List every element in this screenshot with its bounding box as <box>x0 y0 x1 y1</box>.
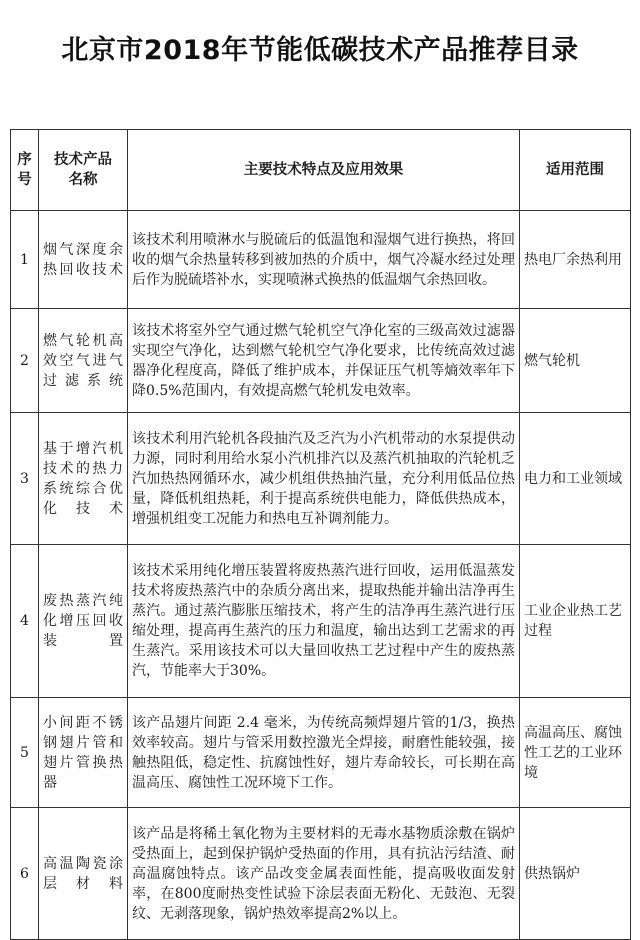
table-row <box>11 309 631 413</box>
row-number: 6 <box>11 808 39 940</box>
product-scope: 供热锅炉 <box>520 808 631 940</box>
row-number: 1 <box>11 211 39 309</box>
table-row <box>11 413 631 545</box>
row-number: 3 <box>11 413 39 545</box>
row-number: 4 <box>11 545 39 698</box>
product-name: 小间距不锈钢翅片管和翅片管换热器 <box>39 698 128 808</box>
product-table <box>10 129 631 940</box>
product-features: 该技术将室外空气通过燃气轮机空气净化室的三级高效过滤器实现空气净化，达到燃气轮机空气净化要求，比传统高效过滤器净化程度高，降低了维护成本，并保证压气机等熵效率年下降0.5%范围内，有效提高燃气轮机发电效率。 <box>128 309 520 413</box>
product-scope: 工业企业热工艺过程 <box>520 545 631 698</box>
product-name: 燃气轮机高效空气进气过滤系统 <box>39 309 128 413</box>
table-row <box>11 545 631 698</box>
product-name: 高温陶瓷涂层材料 <box>39 808 128 940</box>
product-features: 该产品是将稀土氧化物为主要材料的无毒水基物质涂敷在锅炉受热面上，起到保护锅炉受热面的作用，具有抗沾污结渣、耐高温腐蚀特点。该产品改变金属表面性能，提高吸收面发射率，在800度耐热变性试验下涂层表面无粉化、无鼓泡、无裂纹、无剥落现象，锅炉热效率提高2%以上。 <box>128 808 520 940</box>
product-name: 基于增汽机技术的热力系统综合优化技术 <box>39 413 128 545</box>
header-no-line1: 序 <box>17 151 32 168</box>
product-features: 该产品翅片间距 2.4 毫米，为传统高频焊翅片管的1/3，换热效率较高。翅片与管采用数控激光全焊接，耐磨性能较强，接触热阻低，稳定性、抗腐蚀性好，翅片寿命较长，可长期在高温高压、腐蚀性工况环境下工作。 <box>128 698 520 808</box>
product-features: 该技术利用喷淋水与脱硫后的低温饱和湿烟气进行换热，将回收的烟气余热量转移到被加热的介质中，烟气冷凝水经过处理后作为脱硫塔补水，实现喷淋式换热的低温烟气余热回收。 <box>128 211 520 309</box>
table-row <box>11 698 631 808</box>
product-name: 废热蒸汽纯化增压回收装置 <box>39 545 128 698</box>
table-row <box>11 808 631 940</box>
header-no-line2: 号 <box>17 171 32 188</box>
row-number: 5 <box>11 698 39 808</box>
page-title: 北京市2018年节能低碳技术产品推荐目录 <box>61 35 579 66</box>
table-header-row <box>11 130 631 211</box>
product-name: 烟气深度余热回收技术 <box>39 211 128 309</box>
product-scope: 燃气轮机 <box>520 309 631 413</box>
product-scope: 电力和工业领域 <box>520 413 631 545</box>
table-row <box>11 211 631 309</box>
header-features: 主要技术特点及应用效果 <box>128 130 520 211</box>
product-scope: 高温高压、腐蚀性工艺的工业环境 <box>520 698 631 808</box>
header-no <box>11 130 39 211</box>
product-scope: 热电厂余热利用 <box>520 211 631 309</box>
row-number: 2 <box>11 309 39 413</box>
product-features: 该技术采用纯化增压装置将废热蒸汽进行回收，运用低温蒸发技术将废热蒸汽中的杂质分离出来，提取热能并输出洁净再生蒸汽。通过蒸汽膨胀压缩技术，将产生的洁净再生蒸汽进行压缩处理，提高再生蒸汽的压力和温度，输出达到工艺需求的再生蒸汽。采用该技术可以大量回收热工艺过程中产生的废热蒸汽，节能率大于30%。 <box>128 545 520 698</box>
header-name-line1: 技术产品 <box>54 151 112 168</box>
header-name <box>39 130 128 211</box>
header-name-line2: 名称 <box>68 171 98 188</box>
header-scope: 适用范围 <box>520 130 631 211</box>
product-features: 该技术利用汽轮机各段抽汽及乏汽为小汽机带动的水泵提供动力源，同时利用给水泵小汽机排汽以及蒸汽机抽取的汽轮机乏汽加热热网循环水，减少机组供热抽汽量，充分利用低品位热量，降低机组热耗，利于提高系统供电能力，降低供热成本，增强机组变工况能力和热电互补调剂能力。 <box>128 413 520 545</box>
